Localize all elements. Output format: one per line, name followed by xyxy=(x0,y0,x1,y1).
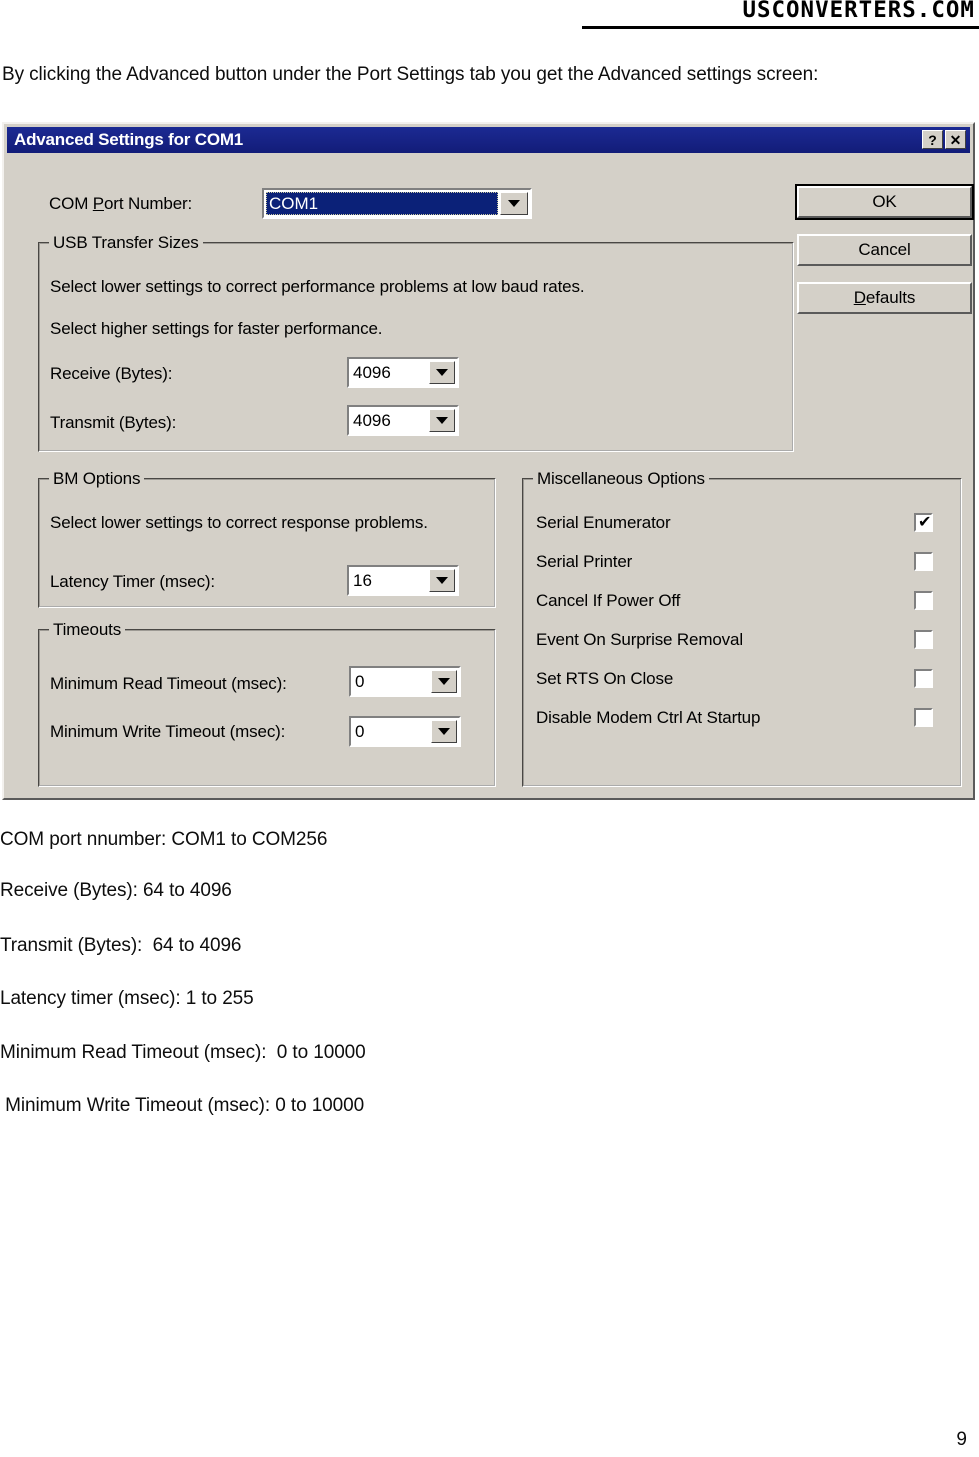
cancel-if-power-off-label: Cancel If Power Off xyxy=(536,591,681,610)
cancel-if-power-off-checkbox[interactable] xyxy=(914,591,933,610)
receive-bytes-value: 4096 xyxy=(353,362,391,382)
defaults-button[interactable]: D efaults xyxy=(797,282,972,314)
chevron-down-icon[interactable] xyxy=(500,192,528,215)
com-port-number-label: COM Port Number: xyxy=(49,194,193,213)
brand-logo: USCONVERTERS.COM xyxy=(742,0,975,23)
cancel-button[interactable]: Cancel xyxy=(797,234,972,266)
chevron-down-icon[interactable] xyxy=(429,569,455,592)
com-port-number-value: COM1 xyxy=(266,192,498,215)
timeouts-legend: Timeouts xyxy=(49,620,125,640)
intro-paragraph: By clicking the Advanced button under the Port Settings tab you get the Advanced settings screen: xyxy=(2,64,819,85)
disable-modem-ctrl-at-startup-checkbox[interactable] xyxy=(914,708,933,727)
latency-timer-combobox[interactable] xyxy=(347,565,459,596)
usb-hint-low-baud: Select lower settings to correct performance problems at low baud rates. xyxy=(50,277,585,296)
serial-printer-label: Serial Printer xyxy=(536,552,633,571)
page-number: 9 xyxy=(956,1429,967,1450)
set-rts-on-close-label: Set RTS On Close xyxy=(536,669,674,688)
transmit-bytes-combobox[interactable] xyxy=(347,405,459,436)
dialog-title: Advanced Settings for COM1 xyxy=(14,130,244,149)
event-on-surprise-removal-checkbox[interactable] xyxy=(914,630,933,649)
note-read-timeout-range: Minimum Read Timeout (msec): 0 to 10000 xyxy=(0,1042,366,1063)
note-write-timeout-range: Minimum Write Timeout (msec): 0 to 10000 xyxy=(0,1095,365,1116)
misc-options-legend: Miscellaneous Options xyxy=(533,469,709,489)
help-icon[interactable]: ? xyxy=(922,130,943,149)
note-com-port-range: COM port nnumber: COM1 to COM256 xyxy=(0,829,328,850)
timeouts-group xyxy=(38,620,496,787)
header-divider xyxy=(582,26,979,29)
transmit-bytes-value: 4096 xyxy=(353,410,391,430)
chevron-down-icon[interactable] xyxy=(431,670,457,693)
serial-enumerator-label: Serial Enumerator xyxy=(536,513,671,532)
note-latency-range: Latency timer (msec): 1 to 255 xyxy=(0,988,254,1009)
transmit-bytes-label: Transmit (Bytes): xyxy=(50,413,177,432)
dialog-title-bar xyxy=(7,127,970,153)
min-write-timeout-combobox[interactable] xyxy=(349,716,461,747)
ok-button[interactable]: OK xyxy=(797,186,972,218)
min-read-timeout-label: Minimum Read Timeout (msec): xyxy=(50,674,287,693)
min-write-timeout-label: Minimum Write Timeout (msec): xyxy=(50,722,286,741)
min-write-timeout-value: 0 xyxy=(355,721,365,741)
chevron-down-icon[interactable] xyxy=(429,409,455,432)
chevron-down-icon[interactable] xyxy=(431,720,457,743)
check-icon: ✔ xyxy=(918,512,932,531)
min-read-timeout-combobox[interactable] xyxy=(349,666,461,697)
document-header xyxy=(0,0,979,34)
note-receive-range: Receive (Bytes): 64 to 4096 xyxy=(0,880,232,901)
close-icon[interactable]: ✕ xyxy=(945,130,966,149)
latency-timer-value: 16 xyxy=(353,570,372,590)
usb-hint-faster: Select higher settings for faster performance. xyxy=(50,319,383,338)
receive-bytes-label: Receive (Bytes): xyxy=(50,364,173,383)
chevron-down-icon[interactable] xyxy=(429,361,455,384)
min-read-timeout-value: 0 xyxy=(355,671,365,691)
advanced-settings-dialog xyxy=(2,122,975,800)
usb-transfer-sizes-legend: USB Transfer Sizes xyxy=(49,233,203,253)
set-rts-on-close-checkbox[interactable] xyxy=(914,669,933,688)
disable-modem-ctrl-at-startup-label: Disable Modem Ctrl At Startup xyxy=(536,708,761,727)
com-port-number-combobox[interactable] xyxy=(262,188,532,219)
note-transmit-range: Transmit (Bytes): 64 to 4096 xyxy=(0,935,242,956)
bm-options-legend: BM Options xyxy=(49,469,144,489)
latency-timer-label: Latency Timer (msec): xyxy=(50,572,215,591)
event-on-surprise-removal-label: Event On Surprise Removal xyxy=(536,630,743,649)
serial-printer-checkbox[interactable] xyxy=(914,552,933,571)
serial-enumerator-checkbox[interactable] xyxy=(914,513,933,532)
bm-options-hint: Select lower settings to correct response problems. xyxy=(50,513,428,532)
receive-bytes-combobox[interactable] xyxy=(347,357,459,388)
